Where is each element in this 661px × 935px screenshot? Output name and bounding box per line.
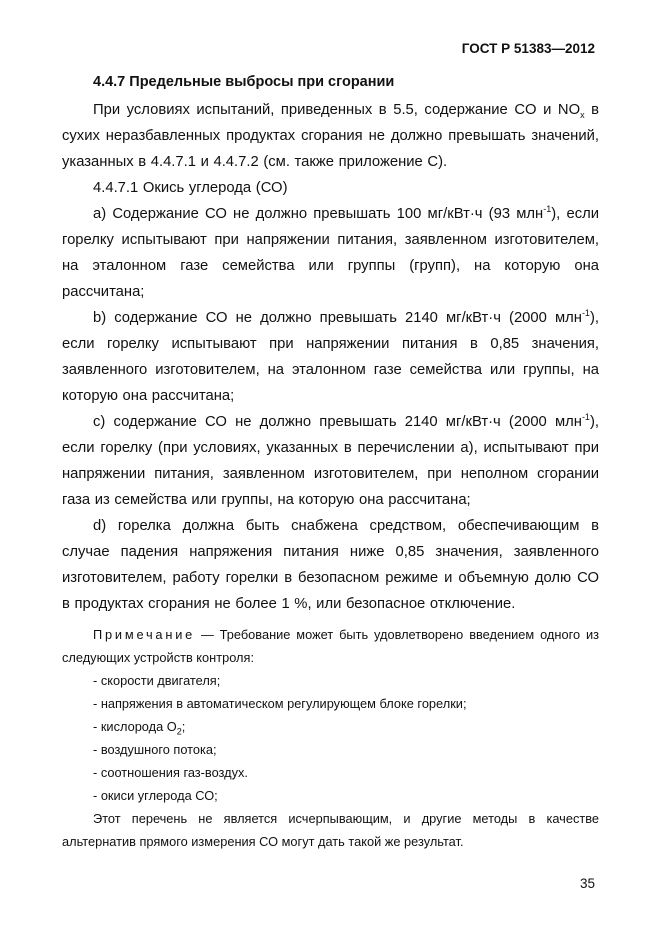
item-d bbox=[62, 513, 599, 617]
item-b bbox=[62, 305, 599, 409]
item-c-pre: с) содержание СО не должно превышать 2140 мг/кВт·ч (2000 млн bbox=[93, 414, 582, 430]
page-number: 35 bbox=[579, 876, 595, 891]
note-paragraph bbox=[62, 623, 599, 669]
item-b-sup: -1 bbox=[581, 308, 590, 319]
note-label: Примечание bbox=[93, 627, 196, 642]
item-a-post: ), если горелку испытывают при напряжении питания, заявленном изготовителем, на эталонном газе семейства или группы (групп), на которую она рассчитана; bbox=[62, 206, 599, 300]
item-a-pre: а) Содержание СО не должно превышать 100 мг/кВт·ч (93 млн bbox=[93, 206, 544, 222]
list-item-oxygen: - кислорода О bbox=[93, 719, 177, 734]
intro-text-a: При условиях испытаний, приведенных в 5.5, содержание CO и NO bbox=[93, 102, 581, 118]
list-item: - окиси углерода СО; bbox=[93, 788, 218, 803]
page-body bbox=[62, 69, 599, 853]
item-d-text: d) горелка должна быть снабжена средством, обеспечивающим в случае падения напряжения питания ниже 0,85 значения, заявленного изготовителем, работу горелки в безопасном режиме и объемную долю СО в продуктах сгорания не более 1 %, или безопасное отключение. bbox=[62, 518, 599, 612]
subsection-title: 4.4.7.1 Окись углерода (СО) bbox=[93, 180, 288, 196]
list-item: - соотношения газ-воздух. bbox=[93, 765, 248, 780]
item-a bbox=[62, 201, 599, 305]
note-text: — Требование может быть удовлетворено введением одного из следующих устройств контроля: bbox=[62, 627, 599, 665]
note-closing: Этот перечень не является исчерпывающим, и другие методы в качестве альтернатив прямого измерения СО могут дать такой же результат. bbox=[62, 811, 599, 849]
oxygen-tail: ; bbox=[181, 719, 186, 734]
item-a-sup: -1 bbox=[543, 204, 552, 215]
intro-text-b: в сухих неразбавленных продуктах сгорания не должно превышать значений, указанных в 4.4.7.1 и 4.4.7.2 (см. также приложение С). bbox=[62, 102, 599, 170]
item-c-post: ), если горелку (при условиях, указанных в перечислении а), испытывают при напряжении питания, заявленном изготовителем, при неполном сгорании газа из семейства или группы, на которую она рассчитана; bbox=[62, 414, 599, 508]
intro-subscript: x bbox=[580, 109, 585, 120]
list-item bbox=[93, 715, 599, 738]
list-item: - скорости двигателя; bbox=[93, 673, 221, 688]
list-item: - воздушного потока; bbox=[93, 742, 217, 757]
section-title: 4.4.7 Предельные выбросы при сгорании bbox=[93, 74, 395, 90]
item-c-sup: -1 bbox=[581, 412, 590, 423]
item-b-pre: b) содержание СО не должно превышать 2140 мг/кВт·ч (2000 млн bbox=[93, 310, 582, 326]
oxygen-subscript: 2 bbox=[176, 726, 182, 737]
document-code-header: ГОСТ Р 51383—2012 bbox=[461, 41, 595, 56]
note-block bbox=[62, 623, 599, 853]
item-b-post: ), если горелку испытывают при напряжении питания в 0,85 значения, заявленного изготовителем, на эталонном газе семейства или группы, на которую она рассчитана; bbox=[62, 310, 599, 404]
item-c bbox=[62, 409, 599, 513]
intro-paragraph bbox=[62, 97, 599, 175]
list-item: - напряжения в автоматическом регулирующем блоке горелки; bbox=[93, 696, 467, 711]
